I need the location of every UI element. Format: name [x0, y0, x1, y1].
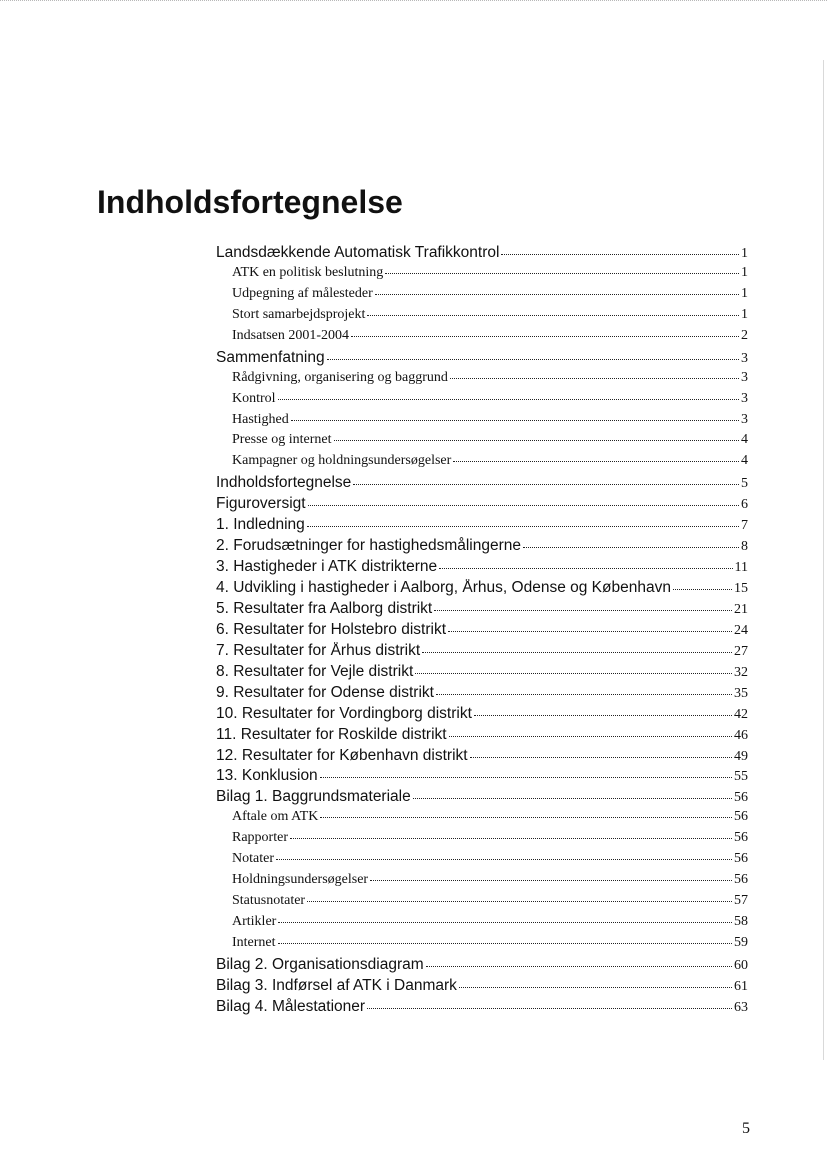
dot-leader [291, 420, 739, 421]
toc-entry[interactable] [216, 537, 748, 558]
toc-entry-page: 6 [741, 497, 748, 513]
dot-leader [413, 798, 732, 799]
toc-entry[interactable] [216, 705, 748, 726]
dot-leader [459, 987, 732, 988]
toc-entry-title: 4. Udvikling i hastigheder i Aalborg, Århus, Odense og København [216, 579, 671, 596]
dot-leader [439, 568, 732, 569]
toc-entry-page: 49 [734, 748, 748, 764]
toc-entry[interactable] [216, 579, 748, 600]
dot-leader [308, 505, 739, 506]
toc-entry[interactable] [216, 558, 748, 579]
dot-leader [450, 378, 739, 379]
toc-subentry[interactable] [216, 370, 748, 391]
dot-leader [385, 273, 739, 274]
dot-leader [353, 484, 739, 485]
toc-entry-title: Notater [232, 851, 274, 867]
toc-entry[interactable] [216, 349, 748, 370]
toc-entry[interactable] [216, 600, 748, 621]
toc-entry-page: 60 [734, 957, 748, 973]
toc-entry-title: 1. Indledning [216, 516, 305, 534]
toc-subentry[interactable] [216, 453, 748, 474]
toc-subentry[interactable] [216, 412, 748, 433]
dot-leader [501, 254, 739, 255]
toc-entry-page: 56 [734, 872, 748, 888]
toc-entry-title: 9. Resultater for Odense distrikt [216, 683, 434, 701]
toc-subentry[interactable] [216, 265, 748, 286]
dot-leader [276, 859, 732, 860]
toc-entry-title: Rådgivning, organisering og baggrund [232, 369, 448, 385]
toc-entry-page: 46 [734, 727, 748, 743]
toc-entry-title: Udpegning af målesteder [232, 285, 373, 301]
toc-entry-page: 1 [741, 306, 748, 322]
dot-leader [436, 694, 732, 695]
toc-entry-title: 13. Konklusion [216, 767, 318, 785]
dot-leader [278, 399, 739, 400]
toc-entry-title: Aftale om ATK [232, 809, 319, 825]
toc-entry-title: Kampagner og holdningsundersøgelser [232, 453, 452, 469]
toc-entry-page: 56 [734, 851, 748, 867]
dot-leader [474, 715, 732, 716]
toc-entry-page: 3 [741, 369, 748, 385]
toc-entry-title: Hastighed [232, 411, 289, 427]
toc-entry-title: Internet [232, 934, 276, 950]
toc-entry-title: Holdningsundersøgelser [232, 872, 369, 888]
toc-subentry[interactable] [216, 286, 748, 307]
toc-entry[interactable] [216, 977, 748, 998]
toc-subentry[interactable] [216, 935, 748, 956]
toc-entry-page: 61 [734, 978, 748, 994]
toc-entry-title: Rapporter [232, 830, 288, 846]
toc-entry[interactable] [216, 516, 748, 537]
toc-entry-title: Statusnotater [232, 893, 306, 909]
toc-subentry[interactable] [216, 391, 748, 412]
dot-leader [673, 589, 732, 590]
dot-leader [367, 1008, 732, 1009]
toc-entry-page: 55 [734, 769, 748, 785]
toc-entry[interactable] [216, 684, 748, 705]
toc-entry[interactable] [216, 474, 748, 495]
toc-entry-page: 3 [741, 411, 748, 427]
toc-entry-title: 10. Resultater for Vordingborg distrikt [216, 704, 472, 722]
toc-entry-page: 1 [741, 285, 748, 301]
page-number: 5 [742, 1120, 750, 1137]
toc-entry-page: 3 [741, 390, 748, 406]
scan-edge-right [823, 60, 824, 1060]
toc-entry-title: Stort samarbejdsprojekt [232, 306, 366, 322]
toc-entry[interactable] [216, 788, 748, 809]
toc-entry[interactable] [216, 726, 748, 747]
toc-entry-title: ATK en politisk beslutning [232, 264, 384, 280]
toc-entry-title: 12. Resultater for København distrikt [216, 746, 468, 764]
toc-entry[interactable] [216, 621, 748, 642]
toc-entry-title: Artikler [232, 914, 277, 929]
page-title: Indholdsfortegnelse [97, 184, 403, 220]
toc-entry-page: 1 [741, 246, 748, 261]
toc-entry-page: 59 [734, 934, 748, 950]
toc-entry-page: 56 [734, 790, 748, 806]
toc-entry-page: 57 [734, 893, 748, 909]
toc-entry-page: 5 [741, 476, 748, 492]
dot-leader [307, 526, 739, 527]
toc-entry[interactable] [216, 642, 748, 663]
toc-entry-page: 56 [734, 830, 748, 846]
toc-subentry[interactable] [216, 328, 748, 349]
toc-entry-title: 7. Resultater for Århus distrikt [216, 641, 421, 659]
toc-entry-page: 11 [734, 560, 748, 576]
dot-leader [434, 610, 732, 611]
dot-leader [448, 631, 732, 632]
toc-entry-page: 1 [741, 264, 748, 280]
toc-subentry[interactable] [216, 432, 748, 453]
dot-leader [453, 461, 739, 462]
toc-entry-title: Presse og internet [232, 432, 332, 448]
dot-leader [523, 547, 739, 548]
toc-entry-page: 42 [734, 706, 748, 722]
dot-leader [426, 966, 732, 967]
dot-leader [370, 880, 732, 881]
dot-leader [320, 777, 732, 778]
toc-entry[interactable] [216, 956, 748, 977]
toc-entry-page: 27 [734, 643, 748, 659]
toc-entry-page: 15 [734, 581, 748, 596]
toc-entry-page: 24 [734, 622, 748, 638]
toc-entry-title: Sammenfatning [216, 348, 325, 366]
dot-leader [334, 440, 739, 441]
dot-leader [415, 673, 732, 674]
toc-subentry[interactable] [216, 872, 748, 893]
toc-entry[interactable] [216, 767, 748, 788]
toc-entry-title: Bilag 3. Indførsel af ATK i Danmark [216, 976, 457, 994]
toc-entry-page: 4 [741, 453, 748, 469]
toc-entry-title: 11. Resultater for Roskilde distrikt [216, 725, 447, 743]
dot-leader [449, 736, 732, 737]
toc-entry[interactable] [216, 663, 748, 684]
dot-leader [290, 838, 732, 839]
toc-entry-page: 21 [734, 601, 748, 617]
toc-entry[interactable] [216, 495, 748, 516]
toc-entry-page: 7 [741, 518, 748, 534]
toc-entry-title: Figuroversigt [216, 495, 306, 513]
toc-subentry[interactable] [216, 893, 748, 914]
dot-leader [320, 817, 732, 818]
toc-entry-title: Landsdækkende Automatisk Trafikkontrol [216, 244, 500, 261]
toc-entry-title: 5. Resultater fra Aalborg distrikt [216, 599, 433, 617]
toc-entry-title: Bilag 2. Organisationsdiagram [216, 955, 424, 973]
toc-entry-title: Bilag 1. Baggrundsmateriale [216, 788, 411, 806]
toc-entry-page: 35 [734, 685, 748, 701]
toc-subentry[interactable] [216, 851, 748, 872]
toc-entry-title: 8. Resultater for Vejle distrikt [216, 662, 414, 680]
dot-leader [327, 359, 739, 360]
toc-entry-page: 2 [741, 327, 748, 343]
toc-entry-page: 63 [734, 999, 748, 1015]
toc-entry-page: 8 [741, 539, 748, 555]
toc-entry-title: 6. Resultater for Holstebro distrikt [216, 620, 447, 638]
toc-entry-page: 56 [734, 809, 748, 825]
toc-subentry[interactable] [216, 307, 748, 328]
dot-leader [351, 336, 739, 337]
toc-entry[interactable] [216, 998, 748, 1019]
dot-leader [307, 901, 732, 902]
toc-entry-page: 4 [741, 432, 748, 448]
toc-entry-title: Indholdsfortegnelse [216, 474, 352, 492]
toc-entry[interactable] [216, 747, 748, 768]
dot-leader [470, 757, 732, 758]
toc-entry-page: 3 [741, 350, 748, 366]
dot-leader [367, 315, 739, 316]
toc-entry[interactable] [216, 244, 748, 265]
dot-leader [375, 294, 739, 295]
toc-entry-page: 32 [734, 664, 748, 680]
dot-leader [278, 943, 732, 944]
table-of-contents [216, 244, 748, 1019]
toc-entry-title: 2. Forudsætninger for hastighedsmålingerne [216, 537, 522, 555]
toc-entry-title: 3. Hastigheder i ATK distrikterne [216, 558, 438, 576]
toc-entry-title: Indsatsen 2001-2004 [232, 327, 350, 343]
dot-leader [278, 922, 732, 923]
toc-entry-page: 58 [734, 914, 748, 929]
dot-leader [422, 652, 732, 653]
toc-entry-title: Bilag 4. Målestationer [216, 997, 366, 1015]
toc-subentry[interactable] [216, 914, 748, 935]
toc-subentry[interactable] [216, 809, 748, 830]
toc-entry-title: Kontrol [232, 390, 276, 406]
scan-edge-top [0, 0, 827, 3]
toc-subentry[interactable] [216, 830, 748, 851]
